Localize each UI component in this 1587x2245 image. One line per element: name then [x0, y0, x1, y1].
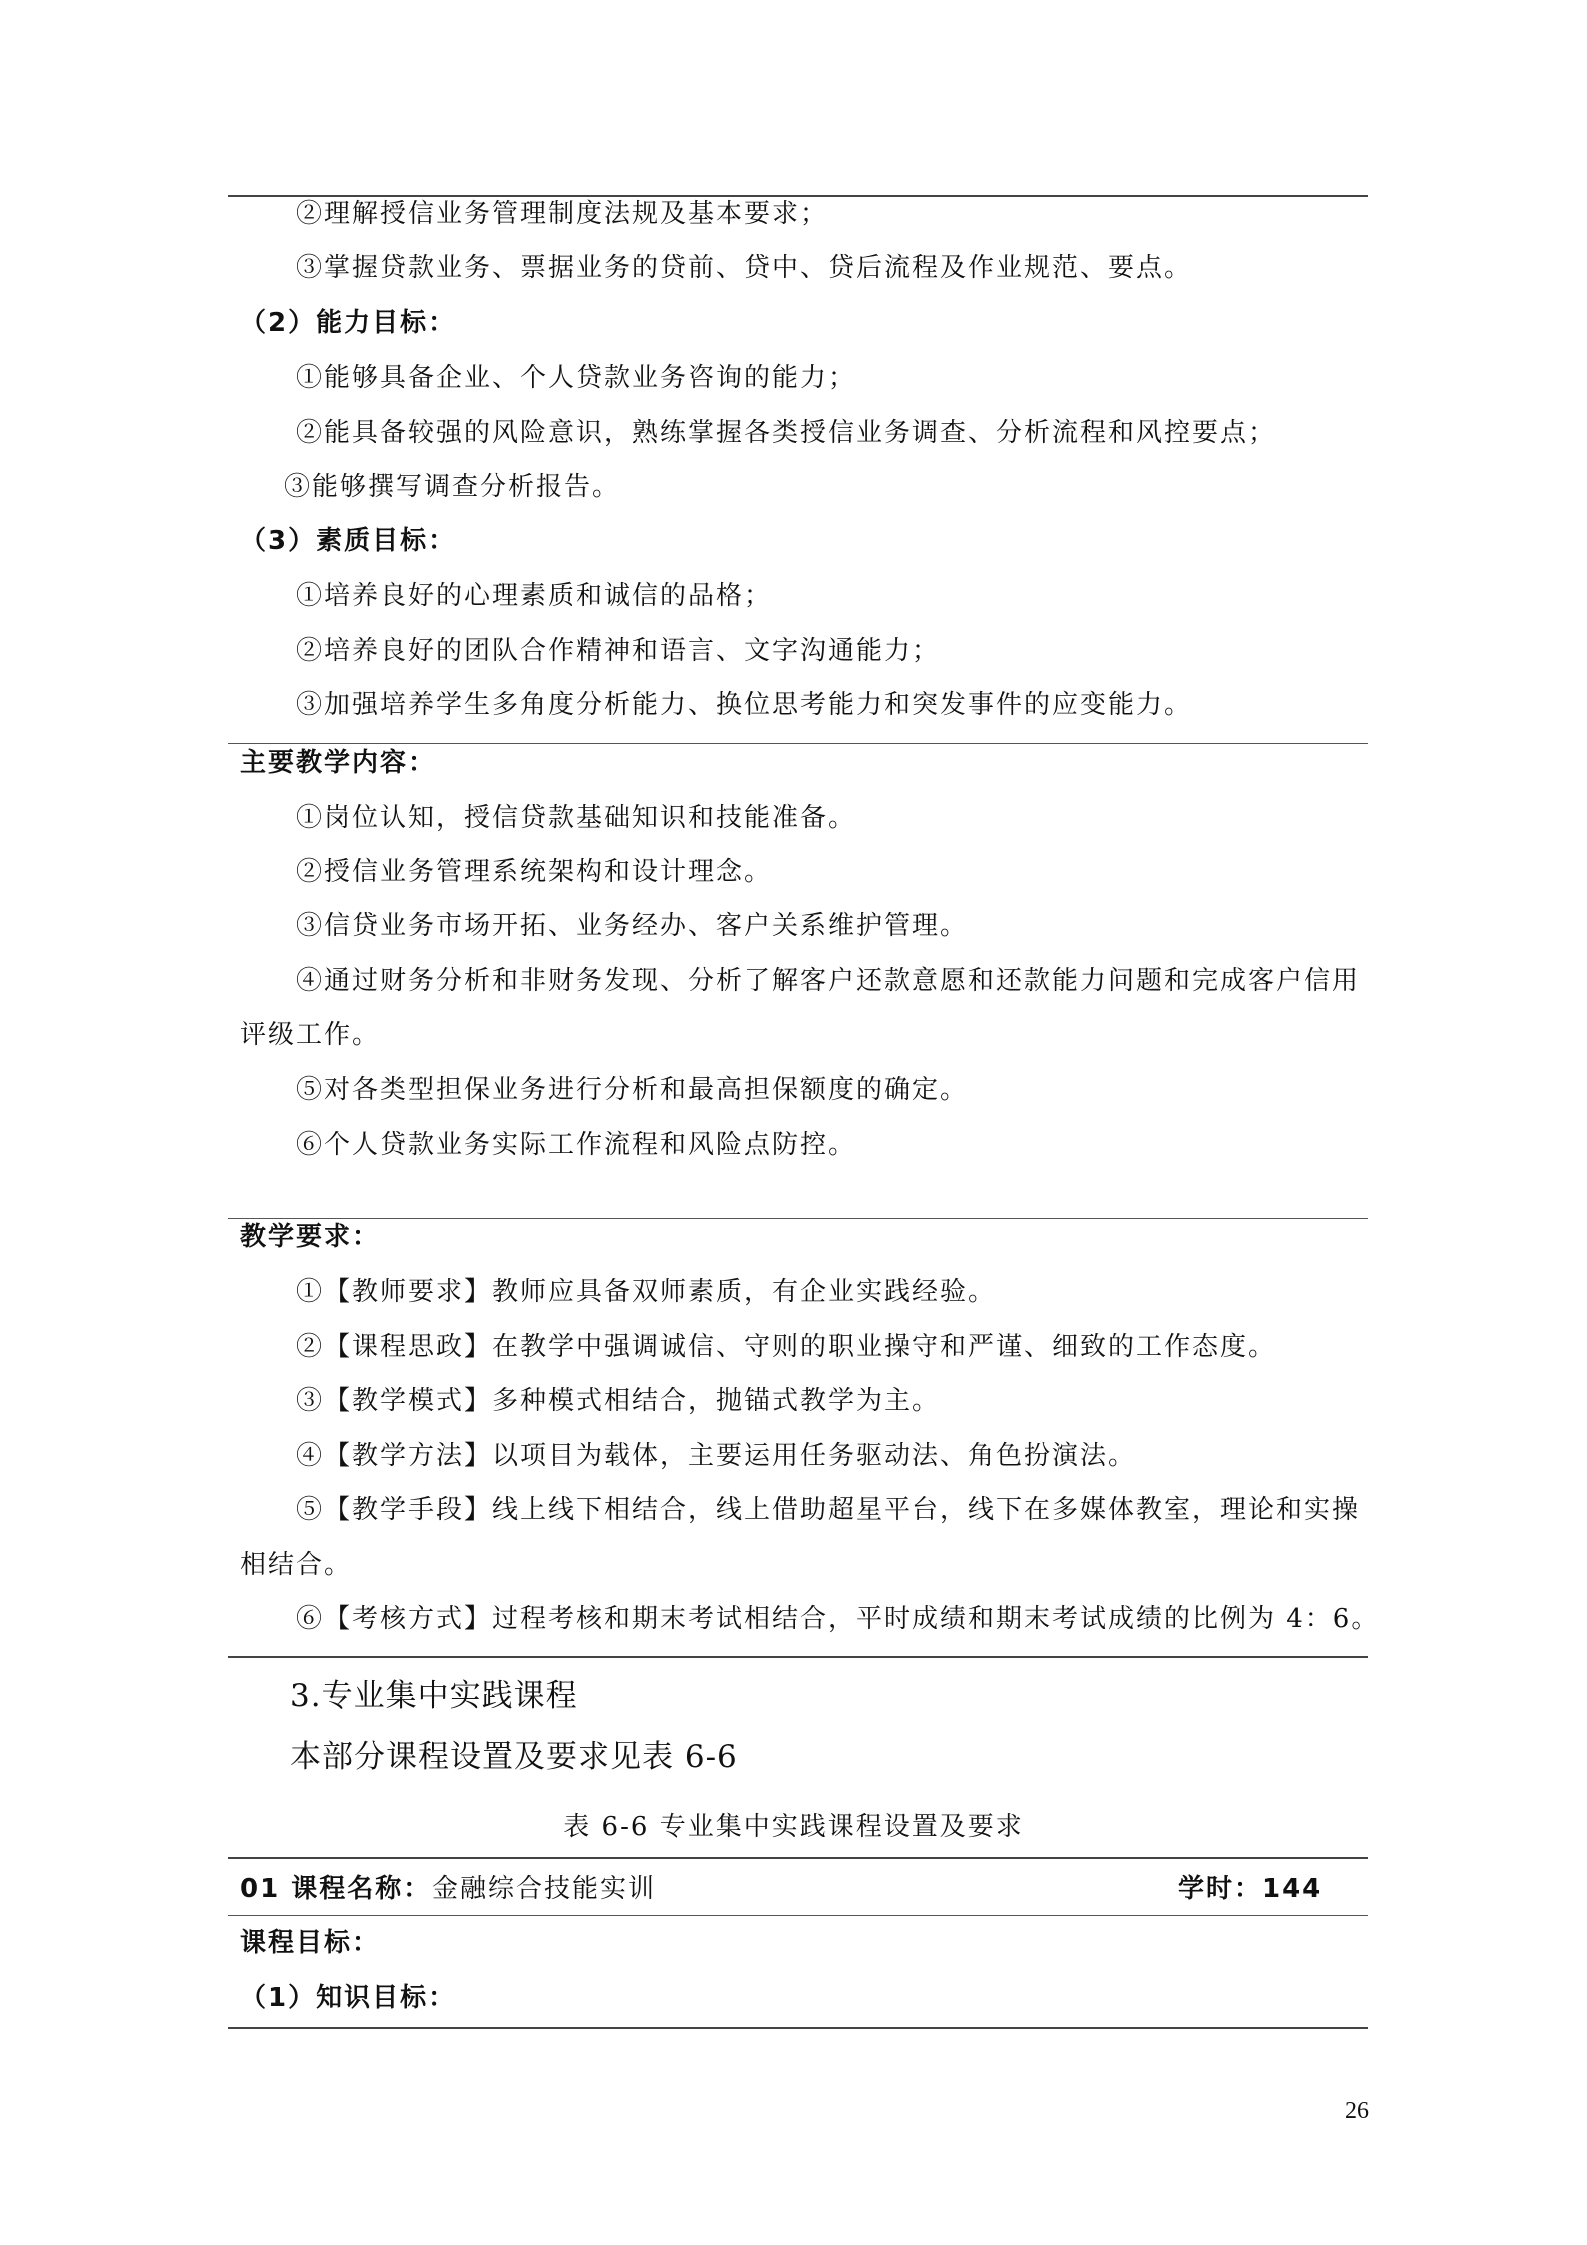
knowledge-goal-title: （1）知识目标：	[240, 1983, 457, 2013]
row-divider	[228, 1218, 1368, 1219]
course-goals-title: 课程目标：	[240, 1928, 381, 1958]
requirement-item-5: ⑤【教学手段】线上线下相结合，线上借助超星平台，线下在多媒体教室，理论和实操	[296, 1495, 1361, 1525]
content-item-3: ③信贷业务市场开拓、业务经办、客户关系维护管理。	[296, 911, 969, 941]
knowledge-item-2: ②理解授信业务管理制度法规及基本要求；	[296, 199, 829, 229]
quality-item-2: ②培养良好的团队合作精神和语言、文字沟通能力；	[296, 636, 941, 666]
table-caption: 表 6-6 专业集中实践课程设置及要求	[563, 1812, 1024, 1842]
knowledge-item-3: ③掌握贷款业务、票据业务的贷前、贷中、贷后流程及作业规范、要点。	[296, 253, 1193, 283]
table2-bottom-border	[228, 2027, 1368, 2029]
requirement-item-4: ④【教学方法】以项目为载体，主要运用任务驱动法、角色扮演法。	[296, 1441, 1137, 1471]
content-item-5: ⑤对各类型担保业务进行分析和最高担保额度的确定。	[296, 1075, 969, 1105]
ability-goal-title: （2）能力目标：	[240, 308, 457, 338]
section-intro: 本部分课程设置及要求见表 6-6	[290, 1739, 738, 1775]
row-divider	[228, 1915, 1368, 1916]
page-number: 26	[1345, 2098, 1369, 2124]
table-top-border	[228, 195, 1368, 197]
requirement-item-6: ⑥【考核方式】过程考核和期末考试相结合，平时成绩和期末考试成绩的比例为 4：6。	[296, 1604, 1380, 1634]
teaching-requirements-title: 教学要求：	[240, 1222, 381, 1252]
course-hours: 学时：144	[1178, 1874, 1323, 1904]
teaching-content-title: 主要教学内容：	[240, 748, 437, 778]
content-item-4-cont: 评级工作。	[240, 1020, 381, 1050]
table2-top-border	[228, 1857, 1368, 1859]
table-bottom-border	[228, 1656, 1368, 1658]
requirement-item-1: ①【教师要求】教师应具备双师素质，有企业实践经验。	[296, 1277, 997, 1307]
course-name-label: 01 课程名称：	[240, 1874, 432, 1904]
quality-goal-title: （3）素质目标：	[240, 526, 457, 556]
content-item-6: ⑥个人贷款业务实际工作流程和风险点防控。	[296, 1130, 857, 1160]
row-divider	[228, 743, 1368, 744]
ability-item-2: ②能具备较强的风险意识，熟练掌握各类授信业务调查、分析流程和风控要点；	[296, 418, 1277, 448]
content-item-1: ①岗位认知，授信贷款基础知识和技能准备。	[296, 803, 857, 833]
section-heading: 3.专业集中实践课程	[290, 1678, 578, 1714]
requirement-item-3: ③【教学模式】多种模式相结合，抛锚式教学为主。	[296, 1386, 941, 1416]
content-item-2: ②授信业务管理系统架构和设计理念。	[296, 857, 773, 887]
ability-item-1: ①能够具备企业、个人贷款业务咨询的能力；	[296, 363, 857, 393]
quality-item-3: ③加强培养学生多角度分析能力、换位思考能力和突发事件的应变能力。	[296, 690, 1193, 720]
quality-item-1: ①培养良好的心理素质和诚信的品格；	[296, 581, 773, 611]
ability-item-3: ③能够撰写调查分析报告。	[284, 472, 621, 502]
requirement-item-2: ②【课程思政】在教学中强调诚信、守则的职业操守和严谨、细致的工作态度。	[296, 1332, 1277, 1362]
requirement-item-5-cont: 相结合。	[240, 1550, 353, 1580]
course-name-value: 金融综合技能实训	[432, 1874, 657, 1904]
content-item-4: ④通过财务分析和非财务发现、分析了解客户还款意愿和还款能力问题和完成客户信用	[296, 966, 1361, 996]
